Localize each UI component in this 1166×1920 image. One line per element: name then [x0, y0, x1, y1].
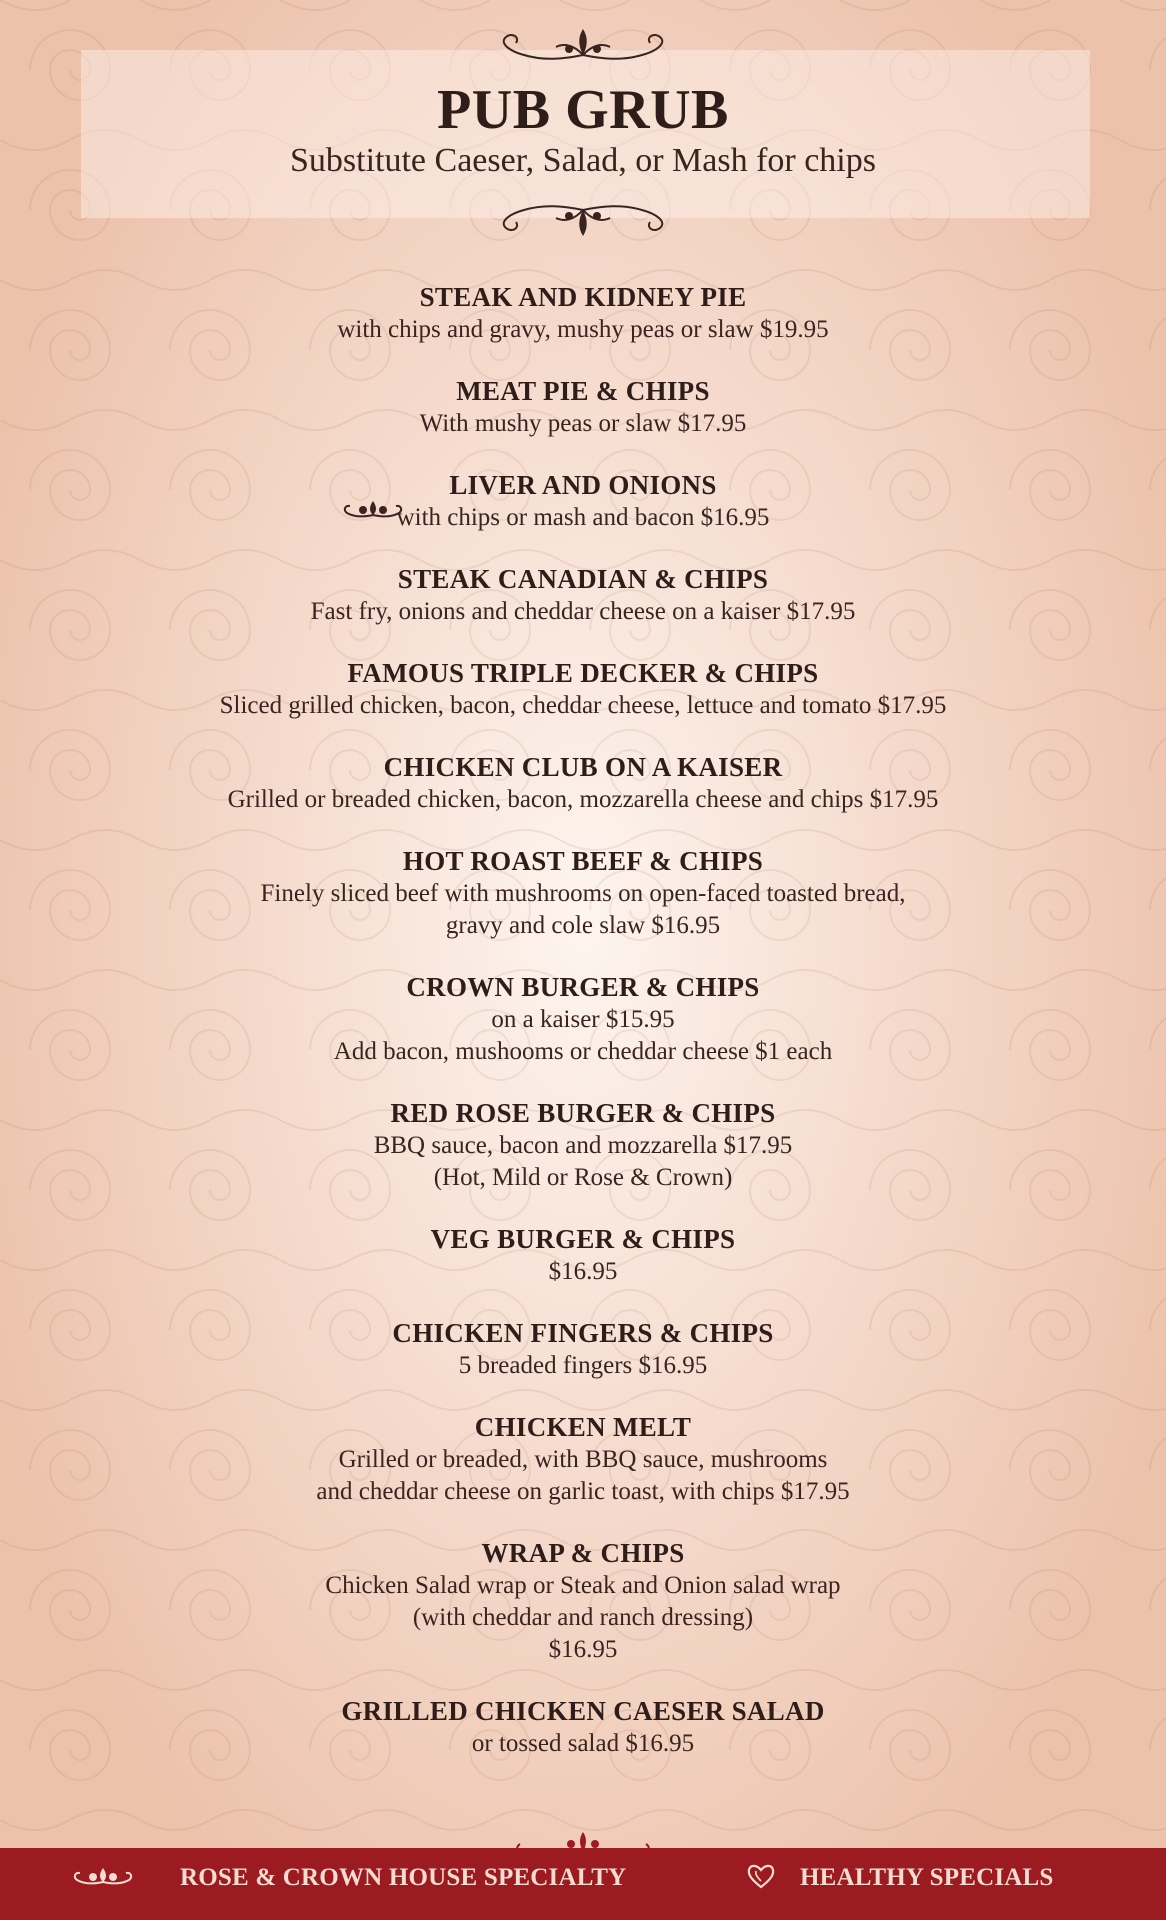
- menu-item-description: (with cheddar and ranch dressing): [412, 1604, 754, 1631]
- menu-item-name: LIVER AND ONIONS: [449, 470, 717, 500]
- menu-item-name: STEAK CANADIAN & CHIPS: [397, 564, 769, 594]
- menu-item: [0, 562, 1166, 628]
- menu-item: [0, 750, 1166, 816]
- menu-item: [0, 1222, 1166, 1288]
- menu-item-description: Fast fry, onions and cheddar cheese on a kaiser $17.95: [310, 598, 856, 625]
- menu-item: [0, 280, 1166, 346]
- menu-item-name: MEAT PIE & CHIPS: [456, 376, 710, 406]
- menu-item: [0, 1316, 1166, 1382]
- menu-item-description: Grilled or breaded, with BBQ sauce, mushrooms: [338, 1446, 828, 1473]
- menu-item-name: HOT ROAST BEEF & CHIPS: [402, 846, 764, 876]
- menu-item-name: FAMOUS TRIPLE DECKER & CHIPS: [347, 658, 819, 688]
- menu-item: [0, 1694, 1166, 1760]
- menu-item-description: (Hot, Mild or Rose & Crown): [433, 1164, 733, 1191]
- menu-item: [0, 844, 1166, 942]
- menu-item-description: Finely sliced beef with mushrooms on open-faced toasted bread,: [260, 880, 906, 907]
- menu-item-name: CROWN BURGER & CHIPS: [406, 972, 760, 1002]
- menu-item-description: $16.95: [548, 1258, 618, 1285]
- menu-item-description: with chips or mash and bacon $16.95: [396, 504, 770, 531]
- menu-item-description: 5 breaded fingers $16.95: [458, 1352, 708, 1379]
- menu-item-name: GRILLED CHICKEN CAESER SALAD: [341, 1696, 825, 1726]
- menu-item-description: Grilled or breaded chicken, bacon, mozzarella cheese and chips $17.95: [227, 786, 939, 813]
- bottom-flourish-ornament: [494, 200, 672, 240]
- house-specialty-label: ROSE & CROWN HOUSE SPECIALTY: [180, 1864, 627, 1891]
- menu-item: [0, 970, 1166, 1068]
- menu-item: [0, 468, 1166, 534]
- menu-item-description: gravy and cole slaw $16.95: [445, 912, 721, 939]
- menu-item-name: CHICKEN FINGERS & CHIPS: [392, 1318, 774, 1348]
- menu-item-description: or tossed salad $16.95: [471, 1730, 695, 1757]
- menu-item-description: and cheddar cheese on garlic toast, with chips $17.95: [316, 1478, 850, 1505]
- menu-item-description: $16.95: [548, 1636, 618, 1663]
- menu-item: [0, 1410, 1166, 1508]
- menu-item-name: WRAP & CHIPS: [481, 1538, 685, 1568]
- menu-item-name: VEG BURGER & CHIPS: [430, 1224, 736, 1254]
- healthy-specials-label: HEALTHY SPECIALS: [800, 1864, 1054, 1891]
- menu-item-description: on a kaiser $15.95: [491, 1006, 675, 1033]
- menu-item-description: Add bacon, mushooms or cheddar cheese $1 each: [333, 1038, 833, 1065]
- menu-item-description: with chips and gravy, mushy peas or slaw $19.95: [337, 316, 829, 343]
- menu-item-description: With mushy peas or slaw $17.95: [419, 410, 747, 437]
- menu-item: [0, 656, 1166, 722]
- menu-item-name: STEAK AND KIDNEY PIE: [419, 282, 747, 312]
- house-specialty-icon: [72, 1866, 134, 1888]
- heart-icon: [746, 1862, 776, 1890]
- page-subtitle: Substitute Caeser, Salad, or Mash for chips: [290, 142, 876, 179]
- top-flourish-ornament: [494, 25, 672, 65]
- menu-item-name: RED ROSE BURGER & CHIPS: [390, 1098, 776, 1128]
- menu-item: [0, 1096, 1166, 1194]
- menu-item-description: Sliced grilled chicken, bacon, cheddar cheese, lettuce and tomato $17.95: [219, 692, 947, 719]
- menu-item-name: CHICKEN CLUB ON A KAISER: [383, 752, 783, 782]
- menu-item-description: BBQ sauce, bacon and mozzarella $17.95: [373, 1132, 793, 1159]
- menu-item-name: CHICKEN MELT: [474, 1412, 692, 1442]
- house-specialty-icon: [342, 499, 404, 521]
- menu-item: [0, 1536, 1166, 1666]
- menu-item: [0, 374, 1166, 440]
- menu-list: [0, 280, 1166, 1788]
- menu-item-description: Chicken Salad wrap or Steak and Onion salad wrap: [325, 1572, 841, 1599]
- page-title: PUB GRUB: [437, 79, 729, 141]
